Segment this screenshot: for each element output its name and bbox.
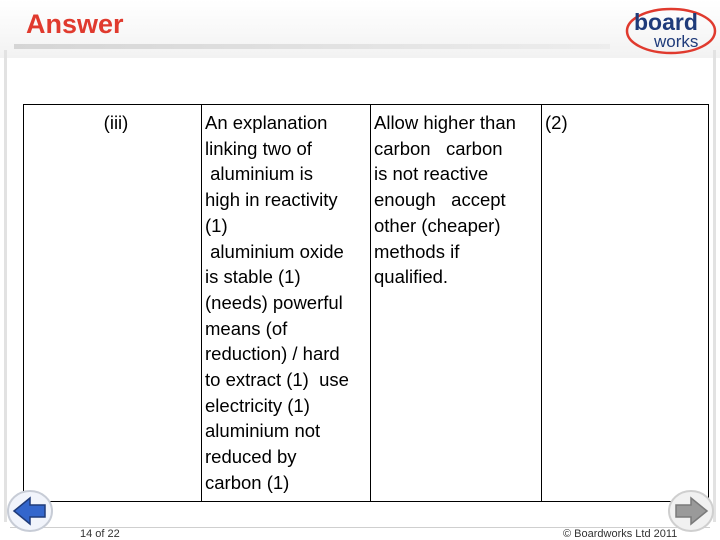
explanation-line: electricity (1)	[205, 394, 310, 416]
allow-line: is not reactive	[374, 163, 489, 185]
marks-cell	[542, 105, 709, 502]
marks-value: (2)	[545, 112, 568, 133]
explanation-line: (1)	[205, 214, 228, 236]
allow-line: Allow higher than	[374, 112, 516, 133]
explanation-line: reduction) / hard	[205, 343, 340, 365]
allow-line: qualified.	[374, 266, 449, 288]
explanation-line: aluminium not	[205, 420, 321, 442]
table-row	[24, 105, 709, 502]
header-bar	[14, 44, 610, 49]
boardworks-logo	[624, 4, 718, 58]
explanation-line: aluminium oxide	[205, 240, 344, 262]
logo-text-top: board	[634, 9, 698, 35]
allow-cell	[371, 105, 542, 502]
explanation-line: aluminium is	[205, 163, 313, 185]
page-number: 14 of 22	[80, 528, 120, 540]
explanation-line: (needs) powerful	[205, 291, 343, 313]
explanation-line: carbon (1)	[205, 471, 290, 493]
copyright-text: © Boardworks Ltd 2011	[563, 528, 678, 540]
explanation-line: reduced by	[205, 446, 297, 468]
explanation-line: is stable (1)	[205, 266, 301, 288]
back-arrow-icon[interactable]	[6, 488, 54, 534]
question-number: (iii)	[103, 112, 129, 133]
answer-table	[23, 104, 709, 502]
allow-line: carbon carbon	[374, 137, 503, 159]
explanation-line: high in reactivity	[205, 189, 338, 211]
question-number-cell	[24, 105, 202, 502]
explanation-cell	[202, 105, 371, 502]
logo-text-bottom: works	[654, 32, 699, 51]
explanation-line: An explanation	[205, 112, 328, 133]
explanation-line: to extract (1) use	[205, 369, 349, 391]
page-title: Answer	[26, 9, 124, 39]
explanation-line: linking two of	[205, 137, 312, 159]
allow-line: other (cheaper)	[374, 214, 501, 236]
allow-line: enough accept	[374, 189, 506, 211]
allow-line: methods if	[374, 240, 460, 262]
explanation-line: means (of	[205, 317, 288, 339]
